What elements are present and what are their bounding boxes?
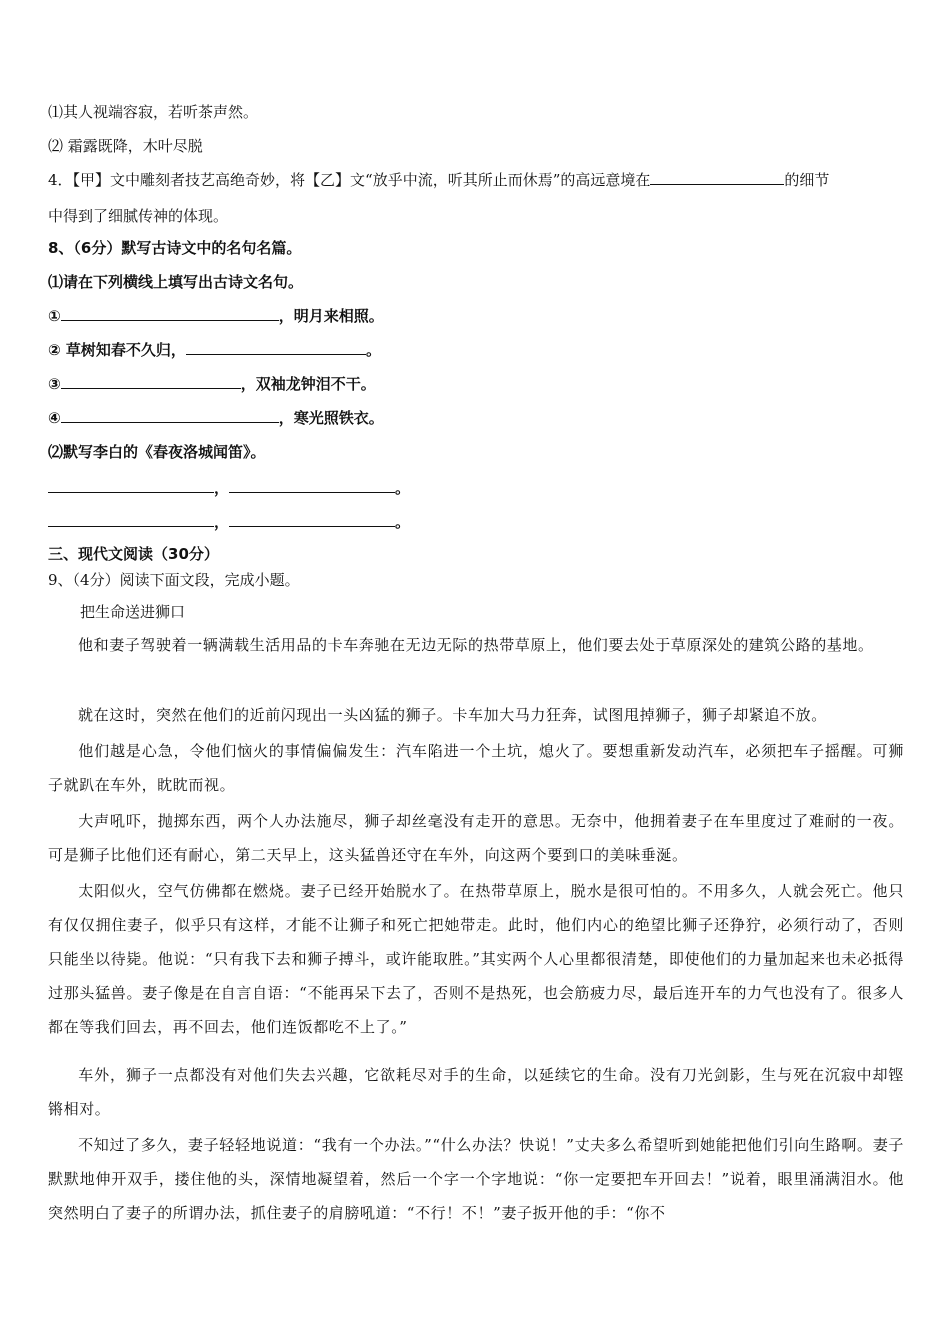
q8-sub2: ⑵默写李白的《春夜洛城闻笛》。 xyxy=(48,443,266,461)
period: 。 xyxy=(395,479,411,497)
line-q-l1: ⑴其人视端容寂，若听茶声然。 xyxy=(48,103,259,121)
answer-blank xyxy=(61,306,279,321)
story-paragraph-4: 大声吼吓，抛掷东西，两个人办法施尽，狮子却丝毫没有走开的意思。无奈中，他拥着妻子在车里度过了难耐的一夜。可是狮子比他们还有耐心，第二天早上，这头猛兽还守在车外，向这两个要到口的美味垂涎。 xyxy=(48,812,904,864)
story-paragraph-3: 他们越是心急，令他们恼火的事情偏偏发生：汽车陷进一个土坑，熄火了。要想重新发动汽车，必须把车子摇醒。可狮子就趴在车外，眈眈而视。 xyxy=(48,742,904,794)
answer-blank xyxy=(48,478,214,493)
story-paragraph-7: 不知过了多久，妻子轻轻地说道：“我有一个办法。”“什么办法？快说！”丈夫多么希望听到她能把他们引向生路啊。妻子默默地伸开双手，搂住他的头，深情地凝望着，然后一个字一个字地说：“你一定要把车开回去！”说着，眼里涌满泪水。他突然明白了妻子的所谓办法，抓住妻子的肩膀吼道：“不行！不！”妻子扳开他的手：“你不 xyxy=(48,1136,904,1222)
q8-title: 8、（6分）默写古诗文中的名句名篇。 xyxy=(48,239,302,257)
poem-line-1 xyxy=(48,478,410,498)
line-q4-cont: 中得到了细腻传神的体现。 xyxy=(48,207,229,225)
story-paragraph-2: 就在这时，突然在他们的近前闪现出一头凶猛的狮子。卡车加大马力狂奔，试图甩掉狮子，狮子却紧追不放。 xyxy=(78,706,827,724)
answer-blank xyxy=(229,478,395,493)
line-q-l2: ⑵ 霜露既降，木叶尽脱 xyxy=(48,137,203,155)
answer-blank xyxy=(229,512,395,527)
q8-sub1: ⑴请在下列横线上填写出古诗文名句。 xyxy=(48,273,304,291)
item-marker: ④ xyxy=(48,409,61,427)
story-title: 把生命送进狮口 xyxy=(80,603,186,621)
answer-blank xyxy=(61,374,241,389)
q8-item-1 xyxy=(48,306,384,326)
q9-prompt: 9、（4分）阅读下面文段，完成小题。 xyxy=(48,571,300,589)
answer-blank xyxy=(48,512,214,527)
story-paragraph-6: 车外，狮子一点都没有对他们失去兴趣，它欲耗尽对手的生命，以延续它的生命。没有刀光剑影，生与死在沉寂中却铿锵相对。 xyxy=(48,1066,904,1118)
poem-line-2 xyxy=(48,512,410,532)
item-text: 。 xyxy=(365,341,381,359)
q8-item-3 xyxy=(48,374,376,394)
story-paragraph-1: 他和妻子驾驶着一辆满载生活用品的卡车奔驰在无边无际的热带草原上，他们要去处于草原深处的建筑公路的基地。 xyxy=(78,636,874,654)
item-text: ，双袖龙钟泪不干。 xyxy=(240,375,376,393)
section-3-title: 三、现代文阅读（30分） xyxy=(48,545,219,563)
item-text: ，寒光照铁衣。 xyxy=(278,409,384,427)
story-paragraph-5: 太阳似火，空气仿佛都在燃烧。妻子已经开始脱水了。在热带草原上，脱水是很可怕的。不用多久，人就会死亡。他只有仅仅拥住妻子，似乎只有这样，才能不让狮子和死亡把她带走。此时，他们内心的绝望比狮子还狰狞，必须行动了，否则只能坐以待毙。他说：“只有我下去和狮子搏斗，或许能取胜。”其实两个人心里都很清楚，即使他们的力量加起来也未必抵得过那头猛兽。妻子像是在自言自语：“不能再呆下去了，否则不是热死，也会筋疲力尽，最后连开车的力气也没有了。很多人都在等我们回去，再不回去，他们连饭都吃不上了。” xyxy=(48,882,904,1036)
answer-blank xyxy=(186,340,366,355)
q4-text: 4．【甲】文中雕刻者技艺高绝奇妙，将【乙】文“放乎中流，听其所止而休焉”的高远意境在 xyxy=(48,171,651,189)
q4-blank xyxy=(650,170,784,185)
comma: ， xyxy=(214,513,230,531)
answer-blank xyxy=(61,408,279,423)
item-marker: ③ xyxy=(48,375,61,393)
line-q4 xyxy=(48,170,829,190)
period: 。 xyxy=(395,513,411,531)
q8-item-4 xyxy=(48,408,384,428)
q4-text-end: 的细节 xyxy=(784,171,830,189)
item-text: ② 草树知春不久归， xyxy=(48,341,186,359)
item-marker: ① xyxy=(48,307,61,325)
q8-item-2 xyxy=(48,340,381,360)
item-text: ，明月来相照。 xyxy=(278,307,384,325)
comma: ， xyxy=(214,479,230,497)
